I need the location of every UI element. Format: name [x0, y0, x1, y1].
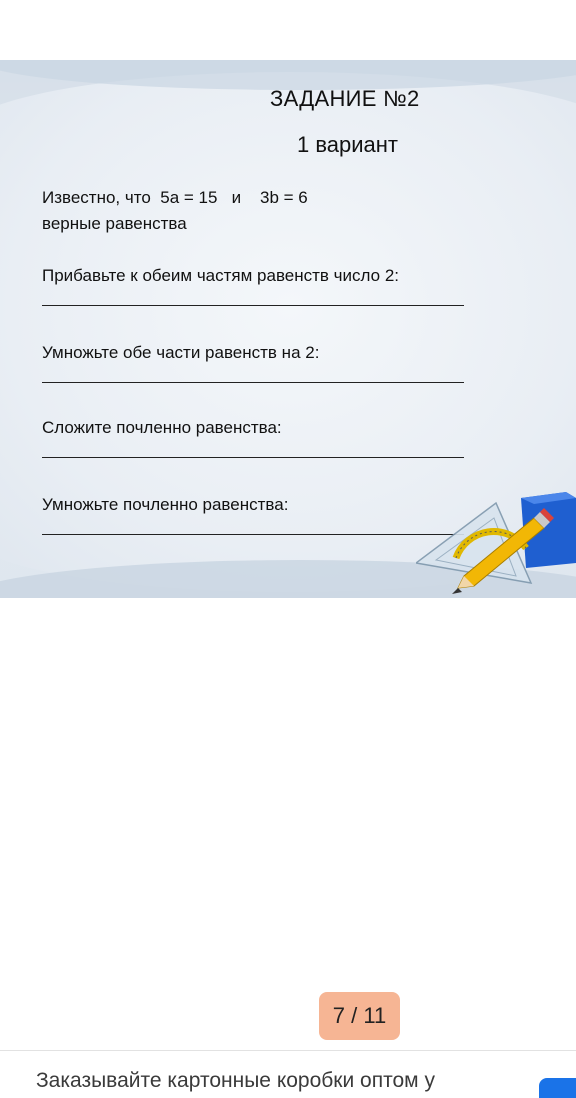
answer-line [42, 304, 464, 306]
task-label: Прибавьте к обеим частям равенств число 2: [42, 266, 399, 285]
answer-line [42, 456, 464, 458]
task-label: Умножьте почленно равенства: [42, 495, 289, 514]
slide-image [0, 60, 576, 598]
ad-text[interactable]: Заказывайте картонные коробки оптом у [36, 1069, 435, 1092]
answer-line [42, 533, 464, 535]
task-label: Сложите почленно равенства: [42, 418, 282, 437]
task-item [42, 343, 472, 383]
task-item [42, 418, 472, 458]
ad-action-button[interactable] [539, 1078, 576, 1098]
given-statement: Известно, что 5a = 15 и 3b = 6 [42, 188, 308, 207]
ad-banner[interactable] [0, 1050, 576, 1098]
task-item [42, 266, 472, 306]
task-item [42, 495, 472, 535]
page-counter: 7 / 11 [319, 992, 400, 1040]
slide-title: ЗАДАНИЕ №2 [270, 86, 420, 111]
task-label: Умножьте обе части равенств на 2: [42, 343, 320, 362]
given-statement-continuation: верные равенства [42, 214, 187, 233]
slide-subtitle: 1 вариант [297, 132, 399, 157]
ruler-pencil-icon [416, 488, 576, 598]
answer-line [42, 381, 464, 383]
